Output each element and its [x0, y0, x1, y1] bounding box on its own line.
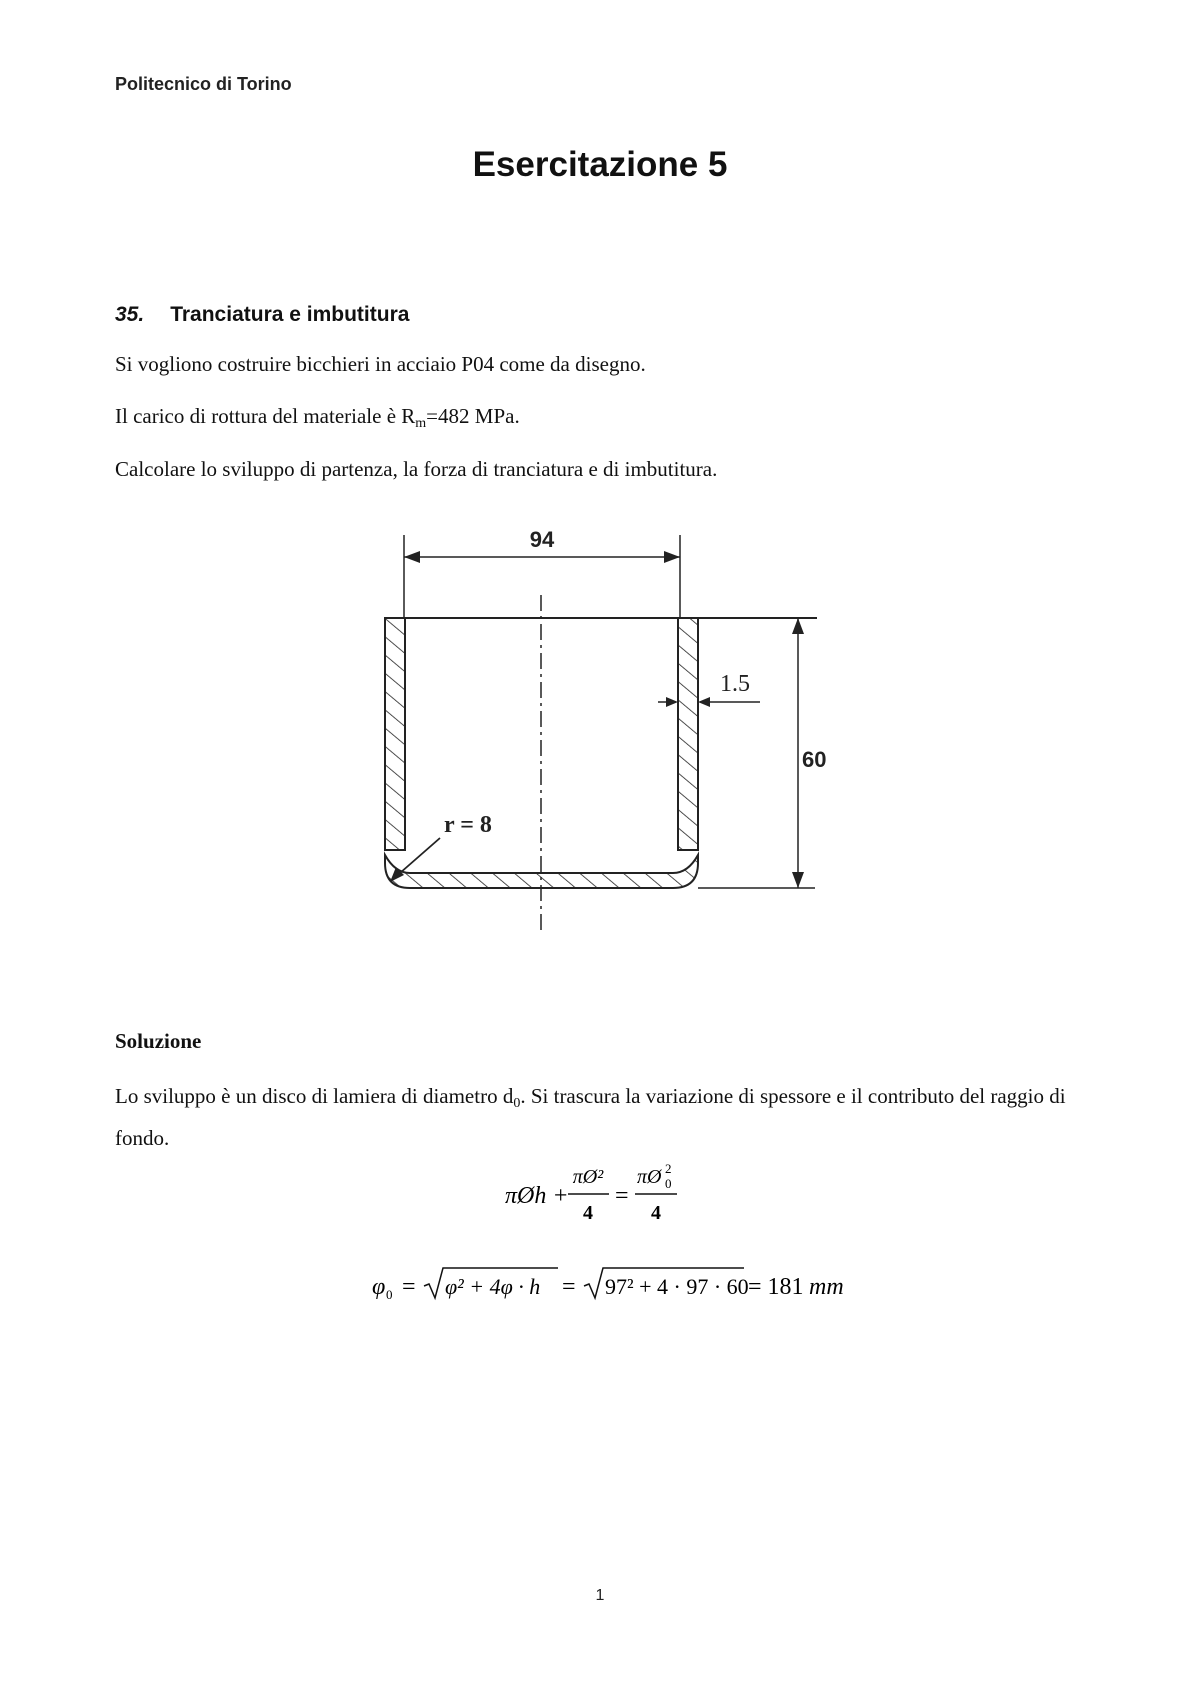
eq1-frac1-num: πØ² — [572, 1166, 604, 1188]
left-wall — [385, 618, 405, 850]
eq1-frac2-den: 4 — [651, 1202, 661, 1224]
exercise-title: Tranciatura e imbutitura — [170, 303, 410, 326]
height-arrow-bottom — [792, 872, 804, 888]
eq1-equals: = — [615, 1183, 629, 1209]
solution-heading: Soluzione — [115, 1029, 202, 1053]
page-number: 1 — [595, 1587, 605, 1604]
thickness-arrow-left — [666, 697, 678, 707]
page-title: Esercitazione 5 — [472, 145, 728, 184]
cup-drawing — [370, 515, 830, 940]
solution-paragraph-end: . Si trascura la variazione di spessore e il contributo del raggio di fondo. — [115, 1084, 1066, 1150]
eq2-equals-2: = — [562, 1274, 576, 1300]
eq2-lhs-sub: 0 — [386, 1287, 393, 1302]
eq1-frac2-num-sub: 0 — [665, 1176, 672, 1191]
width-dimension-label: 94 — [529, 527, 555, 552]
right-wall — [678, 618, 698, 850]
height-dimension-label: 60 — [802, 747, 827, 772]
eq2-lhs: φ — [372, 1274, 386, 1300]
height-arrow-top — [792, 618, 804, 634]
solution-paragraph-sub: 0 — [513, 1096, 521, 1111]
thickness-arrow-right — [698, 697, 710, 707]
header-institution: Politecnico di Torino — [115, 74, 292, 94]
thickness-dimension-label: 1.5 — [720, 671, 750, 697]
eq2-radicand-1: φ² + 4φ · h — [445, 1274, 541, 1299]
exercise-heading — [115, 303, 409, 327]
eq1-lhs: πØh + — [505, 1183, 569, 1209]
exercise-line-3: Calcolare lo sviluppo di partenza, la forza di tranciatura e di imbutitura. — [115, 457, 718, 481]
exercise-line-2-sub: m — [415, 416, 427, 431]
width-arrow-right — [664, 551, 680, 563]
width-arrow-left — [404, 551, 420, 563]
solution-paragraph-text: Lo sviluppo è un disco di lamiera di diametro d — [115, 1084, 514, 1108]
eq2-unit: mm — [809, 1274, 844, 1300]
exercise-line-1: Si vogliono costruire bicchieri in acciaio P04 come da disegno. — [115, 352, 646, 376]
radius-label: r = 8 — [444, 812, 492, 838]
exercise-line-2-text: Il carico di rottura del materiale è R — [115, 404, 416, 428]
equation-1 — [505, 1160, 705, 1230]
eq1-frac2-num-sup: 2 — [665, 1161, 672, 1176]
exercise-line-2-end: =482 MPa. — [426, 404, 520, 428]
eq2-equals: = — [402, 1274, 416, 1300]
exercise-number: 35. — [115, 303, 145, 326]
eq1-frac1-den: 4 — [583, 1202, 593, 1224]
eq2-result: = 181 — [748, 1274, 804, 1300]
eq2-radicand-2: 97² + 4 · 97 · 60 — [605, 1274, 749, 1299]
exercise-line-2 — [115, 404, 520, 432]
eq1-frac2-num: πØ — [637, 1166, 662, 1188]
solution-paragraph — [115, 1079, 1095, 1155]
equation-2 — [372, 1262, 852, 1308]
